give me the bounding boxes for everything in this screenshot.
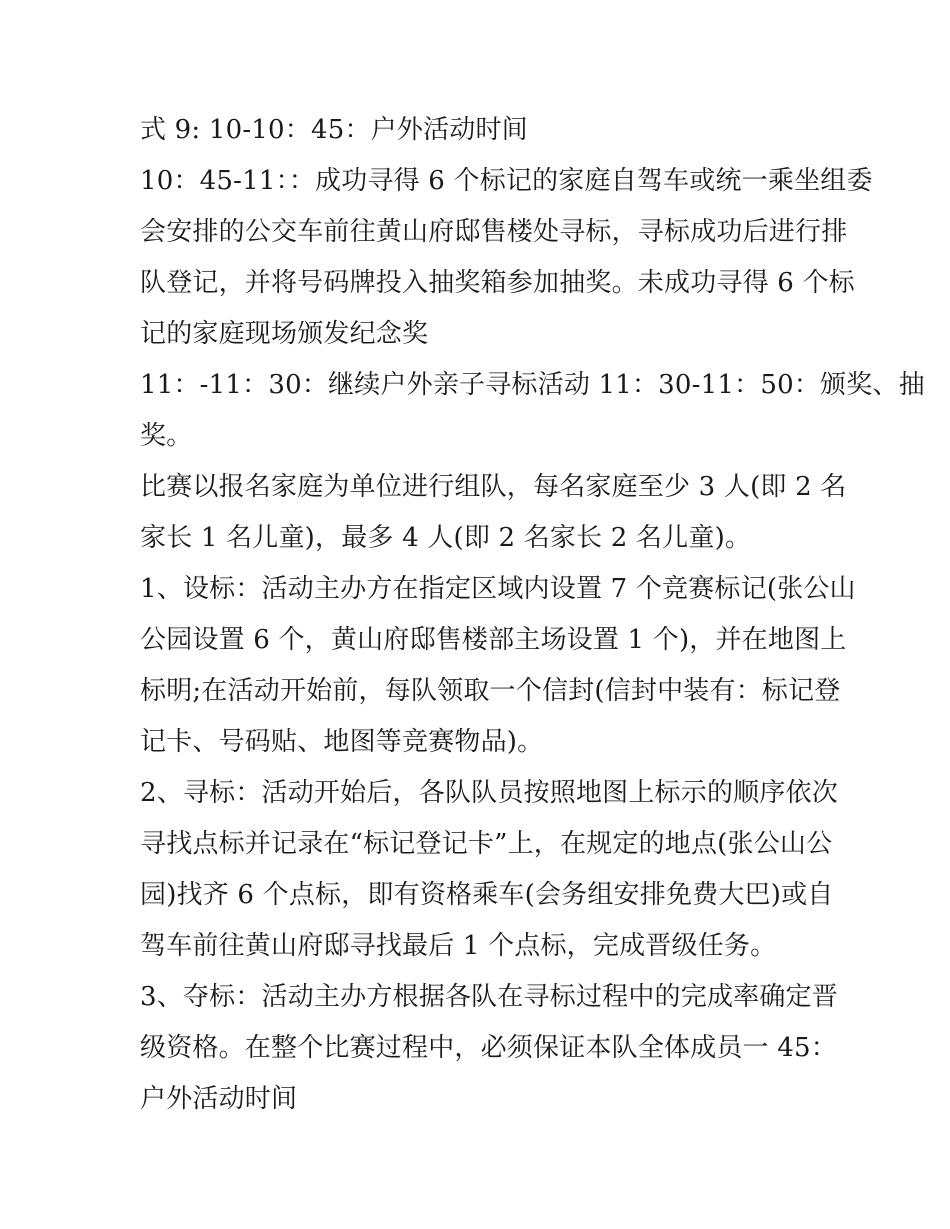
text-line: 奖。 — [140, 421, 193, 451]
text-line: 标明;在活动开始前，每队领取一个信封(信封中装有：标记登 — [140, 676, 841, 706]
text-line: 3、夺标：活动主办方根据各队在寻标过程中的完成率确定晋 — [140, 982, 838, 1012]
document-body — [140, 105, 925, 1125]
text-line: 记卡、号码贴、地图等竞赛物品)。 — [140, 727, 544, 757]
text-line: 1、设标：活动主办方在指定区域内设置 7 个竞赛标记(张公山 — [140, 574, 856, 604]
text-line: 10：45-11：：成功寻得 6 个标记的家庭自驾车或统一乘坐组委 — [140, 166, 873, 196]
text-line: 11：-11：30：继续户外亲子寻标活动 11：30-11：50：颁奖、抽 — [140, 370, 925, 400]
text-line: 队登记，并将号码牌投入抽奖箱参加抽奖。未成功寻得 6 个标 — [140, 268, 855, 298]
text-line: 公园设置 6 个，黄山府邸售楼部主场设置 1 个)，并在地图上 — [140, 625, 847, 655]
text-line: 记的家庭现场颁发纪念奖 — [140, 319, 429, 349]
text-line: 级资格。在整个比赛过程中，必须保证本队全体成员一 45： — [140, 1033, 837, 1063]
text-line: 寻找点标并记录在“标记登记卡”上，在规定的地点(张公山公 — [140, 829, 833, 859]
text-line: 会安排的公交车前往黄山府邸售楼处寻标，寻标成功后进行排 — [140, 217, 848, 247]
text-line: 2、寻标：活动开始后，各队队员按照地图上标示的顺序依次 — [140, 778, 838, 808]
text-line: 户外活动时间 — [140, 1084, 298, 1114]
text-line: 式 9: 10-10：45：户外活动时间 — [140, 115, 528, 145]
text-line: 家长 1 名儿童)，最多 4 人(即 2 名家长 2 名儿童)。 — [140, 523, 752, 553]
text-line: 园)找齐 6 个点标，即有资格乘车(会务组安排免费大巴)或自 — [140, 880, 834, 910]
text-line: 驾车前往黄山府邸寻找最后 1 个点标，完成晋级任务。 — [140, 931, 777, 961]
text-line: 比赛以报名家庭为单位进行组队，每名家庭至少 3 人(即 2 名 — [140, 472, 847, 502]
